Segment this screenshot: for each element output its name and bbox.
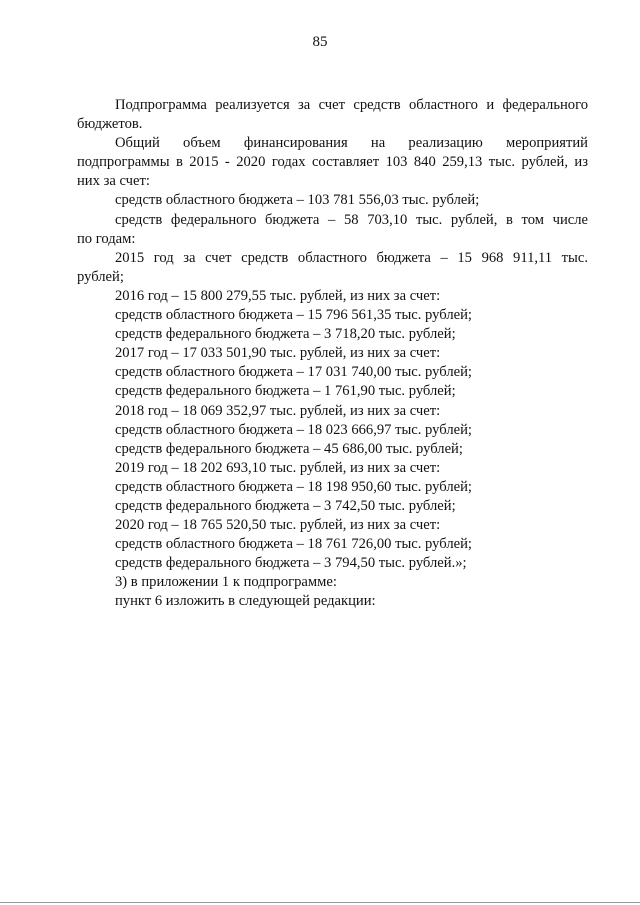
text-line: по годам:	[77, 230, 136, 247]
text-line: средств федерального бюджета – 1 761,90 тыс. рублей;	[115, 383, 456, 400]
document-body	[77, 96, 588, 612]
text-line: 3) в приложении 1 к подпрограмме:	[115, 574, 337, 591]
text-line: средств областного бюджета – 15 796 561,35 тыс. рублей;	[115, 307, 472, 324]
page-number: 85	[312, 34, 328, 50]
text-line: 2017 год – 17 033 501,90 тыс. рублей, из них за счет:	[115, 345, 441, 362]
text-line: средств областного бюджета – 103 781 556,03 тыс. рублей;	[115, 192, 480, 209]
text-line: 2018 год – 18 069 352,97 тыс. рублей, из них за счет:	[115, 402, 441, 419]
text-line: средств федерального бюджета – 3 742,50 тыс. рублей;	[115, 497, 456, 514]
text-line: средств федерального бюджета – 58 703,10 тыс. рублей, в том числе	[115, 211, 588, 228]
text-line: бюджетов.	[77, 116, 143, 133]
text-line: средств федерального бюджета – 45 686,00 тыс. рублей;	[115, 440, 463, 457]
text-line: средств федерального бюджета – 3 794,50 тыс. рублей.»;	[115, 555, 467, 572]
text-line: 2019 год – 18 202 693,10 тыс. рублей, из них за счет:	[115, 459, 441, 476]
text-line: Общий объем финансирования на реализацию мероприятий	[115, 135, 588, 152]
text-line: средств областного бюджета – 18 023 666,97 тыс. рублей;	[115, 421, 472, 438]
text-line: средств областного бюджета – 17 031 740,00 тыс. рублей;	[115, 364, 472, 381]
text-line: средств областного бюджета – 18 198 950,60 тыс. рублей;	[115, 478, 472, 495]
text-line: средств областного бюджета – 18 761 726,00 тыс. рублей;	[115, 536, 472, 553]
text-line: рублей;	[77, 268, 124, 285]
text-line: 2015 год за счет средств областного бюджета – 15 968 911,11 тыс.	[115, 249, 588, 266]
text-line: средств федерального бюджета – 3 718,20 тыс. рублей;	[115, 326, 456, 343]
page-edge-line	[0, 902, 640, 903]
text-line: Подпрограмма реализуется за счет средств областного и федерального	[115, 97, 588, 113]
text-line: 2016 год – 15 800 279,55 тыс. рублей, из них за счет:	[115, 287, 441, 304]
text-line: пункт 6 изложить в следующей редакции:	[115, 593, 376, 610]
text-line: 2020 год – 18 765 520,50 тыс. рублей, из них за счет:	[115, 517, 441, 534]
text-line: подпрограммы в 2015 - 2020 годах составляет 103 840 259,13 тыс. рублей, из	[77, 154, 588, 171]
text-line: них за счет:	[77, 173, 150, 190]
